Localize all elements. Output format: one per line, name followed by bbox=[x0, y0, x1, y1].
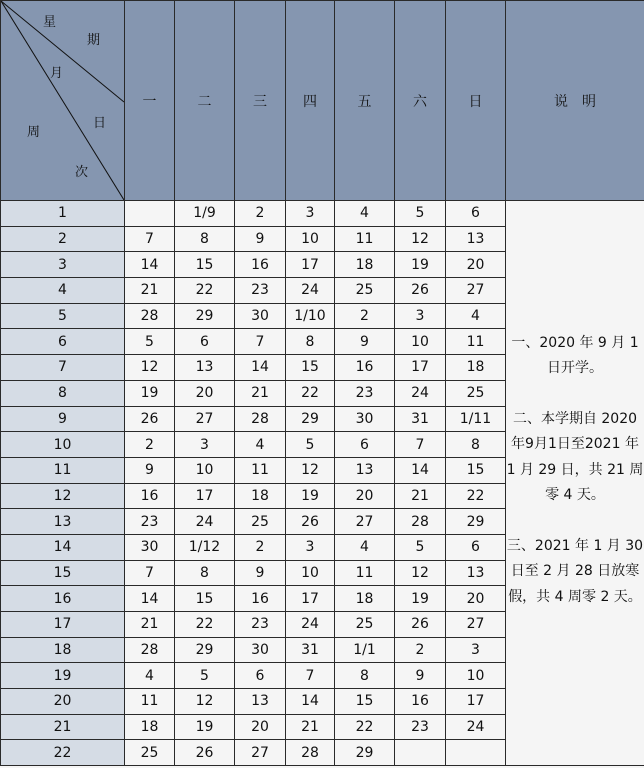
date-cell: 4 bbox=[335, 534, 395, 560]
date-cell: 21 bbox=[125, 278, 175, 304]
date-cell: 2 bbox=[235, 534, 286, 560]
week-number-cell: 15 bbox=[1, 560, 125, 586]
week-number-cell: 20 bbox=[1, 689, 125, 715]
date-cell: 9 bbox=[235, 226, 286, 252]
corner-label-zhou: 周 bbox=[27, 125, 41, 140]
date-cell: 17 bbox=[175, 483, 235, 509]
date-cell: 26 bbox=[395, 612, 446, 638]
diagonal-lines-icon bbox=[1, 1, 124, 200]
date-cell: 1/10 bbox=[286, 303, 335, 329]
date-cell bbox=[395, 740, 446, 766]
weekday-header-mon: 一 bbox=[125, 1, 175, 201]
date-cell: 29 bbox=[175, 637, 235, 663]
date-cell: 21 bbox=[125, 612, 175, 638]
date-cell: 12 bbox=[395, 560, 446, 586]
date-cell: 23 bbox=[335, 380, 395, 406]
week-number-cell: 4 bbox=[1, 278, 125, 304]
date-cell: 28 bbox=[125, 637, 175, 663]
date-cell: 11 bbox=[125, 689, 175, 715]
date-cell: 7 bbox=[125, 560, 175, 586]
date-cell: 12 bbox=[395, 226, 446, 252]
date-cell: 14 bbox=[125, 586, 175, 612]
week-number-cell: 6 bbox=[1, 329, 125, 355]
week-number-cell: 5 bbox=[1, 303, 125, 329]
weekday-header-thu: 四 bbox=[286, 1, 335, 201]
week-number-cell: 17 bbox=[1, 612, 125, 638]
date-cell: 20 bbox=[446, 586, 506, 612]
date-cell: 11 bbox=[446, 329, 506, 355]
date-cell: 7 bbox=[286, 663, 335, 689]
date-cell: 16 bbox=[395, 689, 446, 715]
weekday-header-sun: 日 bbox=[446, 1, 506, 201]
date-cell: 2 bbox=[125, 432, 175, 458]
date-cell: 2 bbox=[235, 201, 286, 227]
date-cell: 15 bbox=[446, 457, 506, 483]
date-cell: 14 bbox=[286, 689, 335, 715]
date-cell: 16 bbox=[125, 483, 175, 509]
date-cell: 4 bbox=[446, 303, 506, 329]
notes-cell bbox=[506, 201, 644, 766]
date-cell: 29 bbox=[286, 406, 335, 432]
date-cell: 1/9 bbox=[175, 201, 235, 227]
week-number-cell: 8 bbox=[1, 380, 125, 406]
date-cell: 20 bbox=[235, 714, 286, 740]
date-cell: 4 bbox=[335, 201, 395, 227]
date-cell: 31 bbox=[286, 637, 335, 663]
week-number-cell: 10 bbox=[1, 432, 125, 458]
note-paragraph: 二、本学期自 2020 年9月1日至2021 年 1 月 29 日，共 21 周零 4 天。 bbox=[506, 410, 644, 504]
date-cell: 21 bbox=[395, 483, 446, 509]
date-cell: 11 bbox=[235, 457, 286, 483]
date-cell: 29 bbox=[446, 509, 506, 535]
corner-label-ri: 日 bbox=[93, 116, 107, 131]
date-cell: 18 bbox=[446, 355, 506, 381]
week-number-cell: 7 bbox=[1, 355, 125, 381]
date-cell: 19 bbox=[395, 586, 446, 612]
week-number-cell: 16 bbox=[1, 586, 125, 612]
week-number-cell: 13 bbox=[1, 509, 125, 535]
date-cell: 8 bbox=[335, 663, 395, 689]
date-cell: 29 bbox=[335, 740, 395, 766]
date-cell: 6 bbox=[446, 534, 506, 560]
date-cell: 30 bbox=[235, 303, 286, 329]
date-cell: 7 bbox=[125, 226, 175, 252]
date-cell: 26 bbox=[125, 406, 175, 432]
date-cell: 25 bbox=[235, 509, 286, 535]
date-cell bbox=[125, 201, 175, 227]
date-cell: 3 bbox=[395, 303, 446, 329]
date-cell: 19 bbox=[175, 714, 235, 740]
week-number-cell: 2 bbox=[1, 226, 125, 252]
week-number-cell: 14 bbox=[1, 534, 125, 560]
date-cell: 8 bbox=[286, 329, 335, 355]
date-cell: 3 bbox=[175, 432, 235, 458]
date-cell: 30 bbox=[335, 406, 395, 432]
weekday-header-fri: 五 bbox=[335, 1, 395, 201]
week-number-cell: 3 bbox=[1, 252, 125, 278]
corner-label-ci: 次 bbox=[75, 165, 89, 180]
date-cell: 27 bbox=[335, 509, 395, 535]
date-cell: 12 bbox=[125, 355, 175, 381]
corner-label-yue: 月 bbox=[50, 66, 64, 81]
date-cell: 12 bbox=[175, 689, 235, 715]
date-cell: 22 bbox=[335, 714, 395, 740]
date-cell: 25 bbox=[335, 612, 395, 638]
date-cell: 22 bbox=[286, 380, 335, 406]
date-cell: 9 bbox=[335, 329, 395, 355]
date-cell: 22 bbox=[175, 612, 235, 638]
date-cell: 31 bbox=[395, 406, 446, 432]
date-cell: 25 bbox=[335, 278, 395, 304]
date-cell: 13 bbox=[446, 560, 506, 586]
date-cell: 26 bbox=[286, 509, 335, 535]
corner-diagonal-header bbox=[1, 1, 125, 201]
date-cell: 16 bbox=[335, 355, 395, 381]
date-cell: 8 bbox=[446, 432, 506, 458]
date-cell: 2 bbox=[335, 303, 395, 329]
date-cell: 9 bbox=[395, 663, 446, 689]
date-cell: 1/12 bbox=[175, 534, 235, 560]
note-paragraph: 三、2021 年 1 月 30 日至 2 月 28 日放寒假，共 4 周零 2 天。 bbox=[506, 537, 644, 605]
date-cell: 1/1 bbox=[335, 637, 395, 663]
date-cell: 27 bbox=[235, 740, 286, 766]
date-cell: 20 bbox=[446, 252, 506, 278]
date-cell: 24 bbox=[175, 509, 235, 535]
date-cell: 14 bbox=[125, 252, 175, 278]
date-cell: 7 bbox=[235, 329, 286, 355]
date-cell: 10 bbox=[395, 329, 446, 355]
date-cell: 28 bbox=[286, 740, 335, 766]
week-number-cell: 9 bbox=[1, 406, 125, 432]
date-cell: 19 bbox=[395, 252, 446, 278]
date-cell: 14 bbox=[235, 355, 286, 381]
date-cell: 15 bbox=[175, 586, 235, 612]
date-cell: 22 bbox=[175, 278, 235, 304]
date-cell: 11 bbox=[335, 560, 395, 586]
date-cell bbox=[446, 740, 506, 766]
date-cell: 7 bbox=[395, 432, 446, 458]
date-cell: 30 bbox=[125, 534, 175, 560]
date-cell: 4 bbox=[125, 663, 175, 689]
date-cell: 15 bbox=[335, 689, 395, 715]
date-cell: 13 bbox=[446, 226, 506, 252]
weekday-header-wed: 三 bbox=[235, 1, 286, 201]
date-cell: 3 bbox=[286, 534, 335, 560]
date-cell: 5 bbox=[395, 534, 446, 560]
date-cell: 6 bbox=[335, 432, 395, 458]
date-cell: 23 bbox=[395, 714, 446, 740]
date-cell: 26 bbox=[175, 740, 235, 766]
date-cell: 13 bbox=[175, 355, 235, 381]
week-number-cell: 11 bbox=[1, 457, 125, 483]
date-cell: 18 bbox=[125, 714, 175, 740]
calendar-body bbox=[1, 201, 644, 766]
date-cell: 10 bbox=[286, 226, 335, 252]
date-cell: 6 bbox=[446, 201, 506, 227]
table-row bbox=[1, 201, 644, 227]
date-cell: 19 bbox=[286, 483, 335, 509]
corner-label-xing: 星 bbox=[43, 15, 57, 30]
date-cell: 5 bbox=[125, 329, 175, 355]
week-number-cell: 18 bbox=[1, 637, 125, 663]
date-cell: 27 bbox=[446, 612, 506, 638]
date-cell: 23 bbox=[125, 509, 175, 535]
week-number-cell: 19 bbox=[1, 663, 125, 689]
date-cell: 23 bbox=[235, 278, 286, 304]
date-cell: 22 bbox=[446, 483, 506, 509]
date-cell: 16 bbox=[235, 586, 286, 612]
week-number-cell: 22 bbox=[1, 740, 125, 766]
date-cell: 28 bbox=[235, 406, 286, 432]
note-paragraph: 一、2020 年 9 月 1 日开学。 bbox=[511, 334, 639, 377]
date-cell: 11 bbox=[335, 226, 395, 252]
date-cell: 8 bbox=[175, 560, 235, 586]
date-cell: 15 bbox=[286, 355, 335, 381]
date-cell: 17 bbox=[395, 355, 446, 381]
date-cell: 21 bbox=[286, 714, 335, 740]
date-cell: 27 bbox=[175, 406, 235, 432]
date-cell: 17 bbox=[286, 252, 335, 278]
week-number-cell: 1 bbox=[1, 201, 125, 227]
weekday-header-sat: 六 bbox=[395, 1, 446, 201]
date-cell: 17 bbox=[446, 689, 506, 715]
date-cell: 16 bbox=[235, 252, 286, 278]
date-cell: 18 bbox=[335, 252, 395, 278]
date-cell: 17 bbox=[286, 586, 335, 612]
date-cell: 24 bbox=[286, 612, 335, 638]
date-cell: 12 bbox=[286, 457, 335, 483]
date-cell: 26 bbox=[395, 278, 446, 304]
date-cell: 23 bbox=[235, 612, 286, 638]
date-cell: 5 bbox=[286, 432, 335, 458]
date-cell: 24 bbox=[286, 278, 335, 304]
date-cell: 8 bbox=[175, 226, 235, 252]
date-cell: 4 bbox=[235, 432, 286, 458]
date-cell: 10 bbox=[175, 457, 235, 483]
date-cell: 13 bbox=[335, 457, 395, 483]
date-cell: 6 bbox=[175, 329, 235, 355]
date-cell: 24 bbox=[446, 714, 506, 740]
date-cell: 18 bbox=[335, 586, 395, 612]
notes-header: 说 明 bbox=[506, 1, 644, 201]
date-cell: 3 bbox=[446, 637, 506, 663]
date-cell: 24 bbox=[395, 380, 446, 406]
date-cell: 10 bbox=[286, 560, 335, 586]
date-cell: 9 bbox=[235, 560, 286, 586]
date-cell: 14 bbox=[395, 457, 446, 483]
week-number-cell: 21 bbox=[1, 714, 125, 740]
date-cell: 9 bbox=[125, 457, 175, 483]
corner-label-qi: 期 bbox=[87, 33, 101, 48]
date-cell: 10 bbox=[446, 663, 506, 689]
date-cell: 30 bbox=[235, 637, 286, 663]
date-cell: 25 bbox=[446, 380, 506, 406]
date-cell: 18 bbox=[235, 483, 286, 509]
week-number-cell: 12 bbox=[1, 483, 125, 509]
date-cell: 6 bbox=[235, 663, 286, 689]
date-cell: 29 bbox=[175, 303, 235, 329]
date-cell: 3 bbox=[286, 201, 335, 227]
date-cell: 5 bbox=[175, 663, 235, 689]
date-cell: 1/11 bbox=[446, 406, 506, 432]
date-cell: 20 bbox=[335, 483, 395, 509]
date-cell: 15 bbox=[175, 252, 235, 278]
date-cell: 27 bbox=[446, 278, 506, 304]
date-cell: 2 bbox=[395, 637, 446, 663]
date-cell: 5 bbox=[395, 201, 446, 227]
date-cell: 20 bbox=[175, 380, 235, 406]
date-cell: 19 bbox=[125, 380, 175, 406]
date-cell: 21 bbox=[235, 380, 286, 406]
date-cell: 25 bbox=[125, 740, 175, 766]
date-cell: 28 bbox=[395, 509, 446, 535]
weekday-header-tue: 二 bbox=[175, 1, 235, 201]
date-cell: 28 bbox=[125, 303, 175, 329]
date-cell: 13 bbox=[235, 689, 286, 715]
header-row bbox=[1, 1, 644, 201]
